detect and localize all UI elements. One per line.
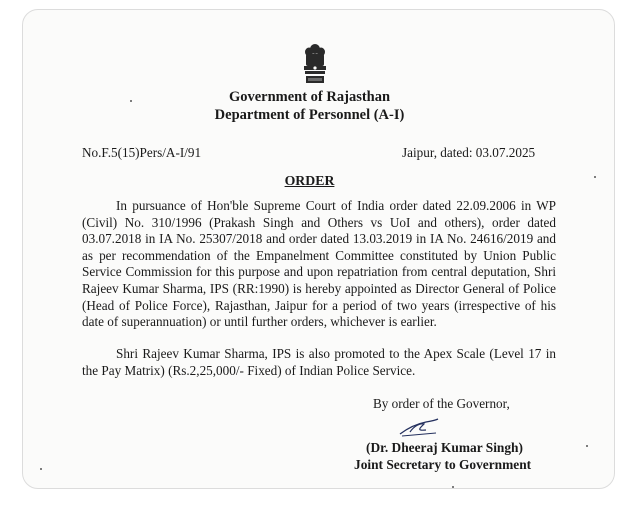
scan-speck	[586, 445, 588, 447]
body-paragraph-1: In pursuance of Hon'ble Supreme Court of India order dated 22.09.2006 in WP (Civil) No. 310/1996 (Prakash Singh and Others vs UoI and others), order dated 03.07.2018 in IA No. 25307/2018 and order dated 13.03.2019 in IA No. 24616/2019 and as per recommendation of the Empanelment Committee constituted by Union Public Service Commission for this purpose and upon repatriation from central deputation, Shri Rajeev Kumar Sharma, IPS (RR:1990) is hereby appointed as Director General of Police (Head of Police Force), Rajasthan, Jaipur for a period of two years (irrespective of his date of superannuation) or until further orders, whichever is earlier.	[82, 198, 556, 330]
order-heading: ORDER	[284, 173, 335, 188]
government-title: Government of Rajasthan	[228, 89, 391, 105]
state-emblem-icon	[300, 42, 330, 86]
body-paragraph-2: Shri Rajeev Kumar Sharma, IPS is also promoted to the Apex Scale (Level 17 in the Pay Matrix) (Rs.2,25,000/- Fixed) of Indian Police Service.	[82, 346, 556, 378]
scan-speck	[594, 176, 596, 178]
scan-speck	[40, 468, 42, 470]
department-title: Department of Personnel (A-I)	[214, 107, 405, 123]
scan-speck	[130, 100, 132, 102]
signatory-name: (Dr. Dheeraj Kumar Singh)	[366, 440, 523, 455]
by-order-line: By order of the Governor,	[373, 396, 510, 411]
place-date: Jaipur, dated: 03.07.2025	[402, 145, 536, 160]
order-number: No.F.5(15)Pers/A-I/91	[82, 145, 202, 160]
signatory-title: Joint Secretary to Government	[354, 457, 532, 472]
scan-speck	[452, 486, 454, 488]
handwritten-signature	[396, 414, 442, 440]
